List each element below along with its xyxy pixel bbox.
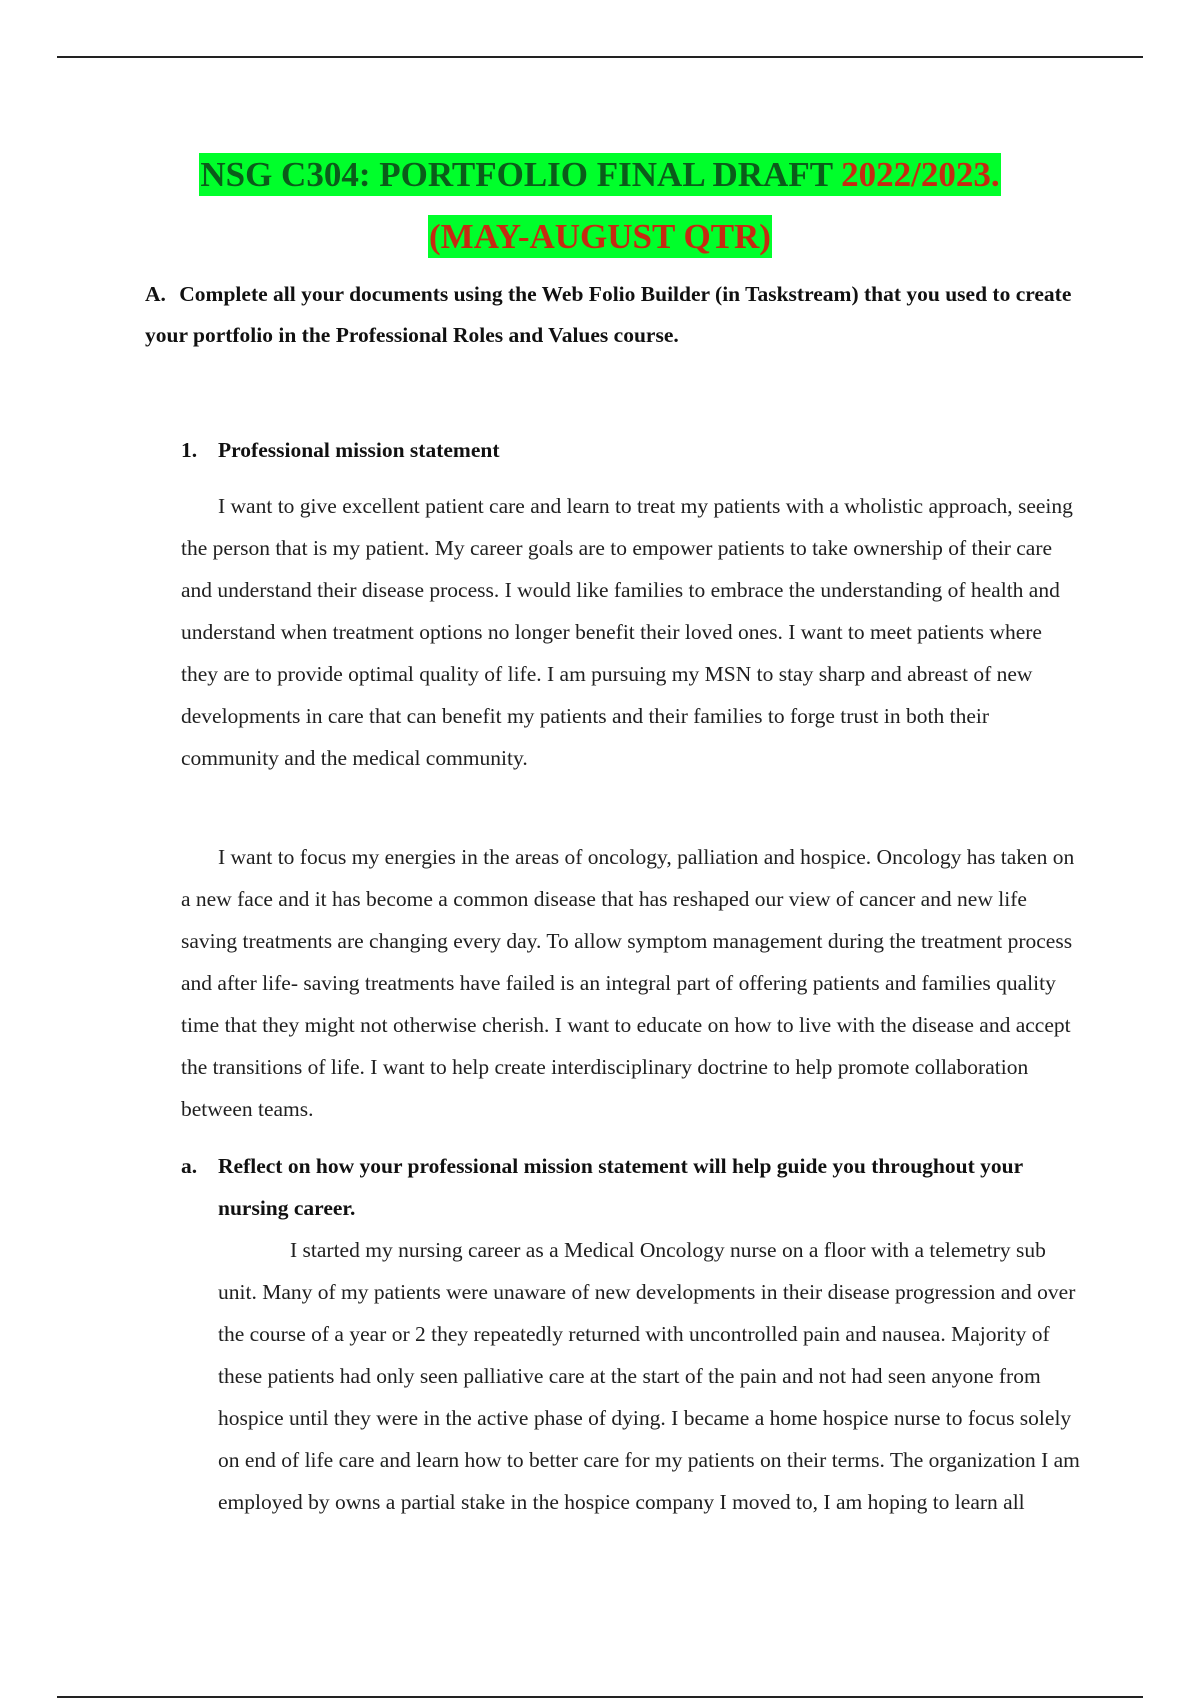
section-a-text: Complete all your documents using the Web Folio Builder (in Taskstream) that you used to create your portfolio in the Professional Roles and Values course. xyxy=(145,282,1072,347)
item-a-heading xyxy=(181,1145,1081,1229)
mission-paragraph-1 xyxy=(181,485,1081,779)
paragraph-text: I started my nursing career as a Medical Oncology nurse on a floor with a telemetry sub unit. Many of my patients were unaware of new developments in their disease progression and over the course of a year or 2 they repeatedly returned with uncontrolled pain and nausea. Majority of these patients had only seen palliative care at the start of the pain and not had seen anyone from hospice until they were in the active phase of dying. I became a home hospice nurse to focus solely on end of life care and learn how to better care for my patients on their terms. The organization I am employed by owns a partial stake in the hospice company I moved to, I am hoping to learn all xyxy=(218,1238,1080,1514)
paragraph-text: I want to focus my energies in the areas of oncology, palliation and hospice. Oncology has taken on a new face and it has become a common disease that has reshaped our view of cancer and new life saving treatments are changing every day. To allow symptom management during the treatment process and after life- saving treatments have failed is an integral part of offering patients and families quality time that they might not otherwise cherish. I want to educate on how to live with the disease and accept the transitions of life. I want to help create interdisciplinary doctrine to help promote collaboration between teams. xyxy=(181,845,1075,1121)
document-title xyxy=(0,144,1200,268)
bottom-rule xyxy=(57,1696,1143,1698)
item-a-title: Reflect on how your professional mission statement will help guide you throughout your nursing career. xyxy=(218,1154,1023,1220)
title-line-2 xyxy=(0,206,1200,268)
section-a xyxy=(145,274,1085,356)
paragraph-text: I want to give excellent patient care and learn to treat my patients with a wholistic approach, seeing the person that is my patient. My career goals are to empower patients to take ownership of their care and understand their disease process. I would like families to embrace the understanding of health and understand when treatment options no longer benefit their loved ones. I want to meet patients where they are to provide optimal quality of life. I am pursuing my MSN to stay sharp and abreast of new developments in care that can benefit my patients and their families to forge trust in both their community and the medical community. xyxy=(181,494,1073,770)
item-1-heading xyxy=(181,430,499,470)
top-rule xyxy=(57,56,1143,58)
item-1-title: Professional mission statement xyxy=(218,438,500,462)
title-term: (MAY-AUGUST QTR) xyxy=(429,217,771,256)
title-year: 2022/2023. xyxy=(841,155,1000,194)
item-1-number: 1. xyxy=(181,438,198,462)
title-line-1 xyxy=(0,144,1200,206)
item-a-marker: a. xyxy=(181,1154,198,1178)
mission-paragraph-2 xyxy=(181,836,1081,1130)
section-a-marker: A. xyxy=(145,282,166,306)
reflection-paragraph xyxy=(218,1229,1083,1523)
title-course: NSG C304: PORTFOLIO FINAL DRAFT xyxy=(200,155,833,194)
